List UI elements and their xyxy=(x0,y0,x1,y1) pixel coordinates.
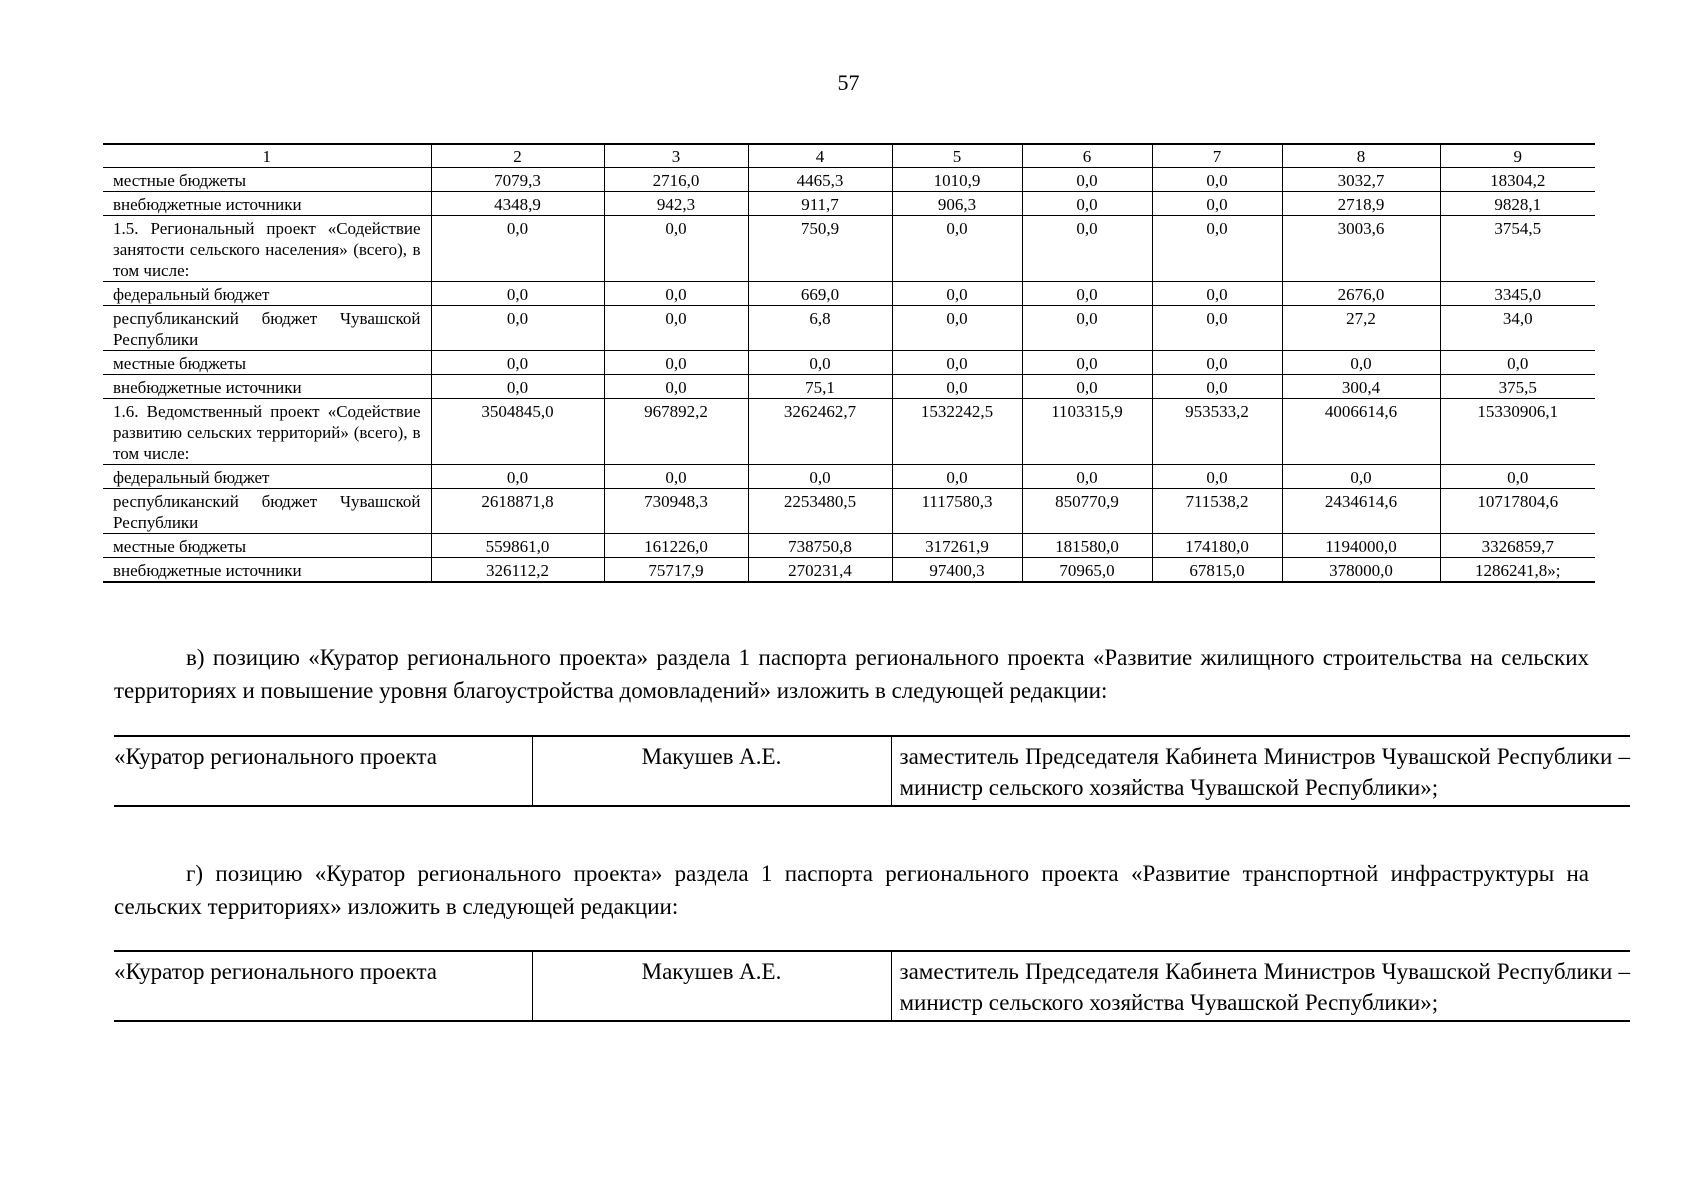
table-cell: 0,0 xyxy=(1440,351,1595,375)
table-cell: 0,0 xyxy=(604,351,748,375)
table-cell: 1286241,8»; xyxy=(1440,558,1595,583)
paragraph-v: в) позицию «Куратор регионального проекта» раздела 1 паспорта регионального проекта «Развитие жилищного строительства на сельских территориях и повышение уровня благоустройства домовладений» изложить в следующей редакции: xyxy=(114,645,1589,703)
table-cell: 378000,0 xyxy=(1282,558,1440,583)
table-cell: 0,0 xyxy=(892,351,1022,375)
row-label: местные бюджеты xyxy=(103,168,431,192)
table-row xyxy=(103,192,1595,216)
table-cell: 15330906,1 xyxy=(1440,399,1595,465)
table-cell: 0,0 xyxy=(892,465,1022,489)
table-cell: 0,0 xyxy=(431,351,604,375)
table-row xyxy=(103,534,1595,558)
table-row xyxy=(103,216,1595,282)
curator-row xyxy=(114,736,1630,806)
table-cell: 3262462,7 xyxy=(748,399,892,465)
table-cell: 4006614,6 xyxy=(1282,399,1440,465)
table-cell: 0,0 xyxy=(1022,351,1152,375)
table-row xyxy=(103,375,1595,399)
table-cell: 738750,8 xyxy=(748,534,892,558)
table-cell: 0,0 xyxy=(604,216,748,282)
row-label: федеральный бюджет xyxy=(103,465,431,489)
row-label: внебюджетные источники xyxy=(103,558,431,583)
row-label: республиканский бюджет Чувашской Республики xyxy=(103,489,431,534)
page-number: 57 xyxy=(837,70,860,95)
table-cell: 2618871,8 xyxy=(431,489,604,534)
table-cell: 850770,9 xyxy=(1022,489,1152,534)
table-cell: 0,0 xyxy=(604,465,748,489)
table-cell: 0,0 xyxy=(1022,282,1152,306)
table-cell: 67815,0 xyxy=(1152,558,1282,583)
table-cell: 0,0 xyxy=(1152,351,1282,375)
table-cell: 9828,1 xyxy=(1440,192,1595,216)
table-cell: 0,0 xyxy=(604,375,748,399)
table-cell: 70965,0 xyxy=(1022,558,1152,583)
table-cell: 0,0 xyxy=(1152,306,1282,351)
table-cell: 0,0 xyxy=(604,282,748,306)
table-cell: 300,4 xyxy=(1282,375,1440,399)
table-cell: 0,0 xyxy=(1152,192,1282,216)
table-cell: 3326859,7 xyxy=(1440,534,1595,558)
table-row xyxy=(103,465,1595,489)
table-cell: 0,0 xyxy=(892,216,1022,282)
table-cell: 1194000,0 xyxy=(1282,534,1440,558)
table-cell: 4465,3 xyxy=(748,168,892,192)
table-cell: 27,2 xyxy=(1282,306,1440,351)
table-cell: 750,9 xyxy=(748,216,892,282)
table-cell: 0,0 xyxy=(1022,465,1152,489)
row-label: внебюджетные источники xyxy=(103,375,431,399)
table-row xyxy=(103,282,1595,306)
curator-position: заместитель Председателя Кабинета Министров Чувашской Республики – министр сельского хозяйства Чувашской Республики»; xyxy=(891,736,1630,806)
table-cell: 2676,0 xyxy=(1282,282,1440,306)
table-cell: 0,0 xyxy=(431,465,604,489)
table-cell: 942,3 xyxy=(604,192,748,216)
table-row xyxy=(103,306,1595,351)
column-number: 2 xyxy=(431,144,604,168)
table-cell: 0,0 xyxy=(1152,168,1282,192)
table-cell: 10717804,6 xyxy=(1440,489,1595,534)
table-cell: 730948,3 xyxy=(604,489,748,534)
table-cell: 0,0 xyxy=(748,465,892,489)
curator-name: Макушев А.Е. xyxy=(532,951,891,1021)
table-cell: 0,0 xyxy=(1440,465,1595,489)
column-number: 1 xyxy=(103,144,431,168)
table-cell: 7079,3 xyxy=(431,168,604,192)
curator-table-g xyxy=(114,950,1630,1022)
curator-row xyxy=(114,951,1630,1021)
row-label: местные бюджеты xyxy=(103,534,431,558)
table-cell: 6,8 xyxy=(748,306,892,351)
table-cell: 2434614,6 xyxy=(1282,489,1440,534)
table-cell: 2718,9 xyxy=(1282,192,1440,216)
table-row xyxy=(103,168,1595,192)
column-number: 9 xyxy=(1440,144,1595,168)
table-cell: 906,3 xyxy=(892,192,1022,216)
table-row xyxy=(103,399,1595,465)
table-cell: 967892,2 xyxy=(604,399,748,465)
table-cell: 0,0 xyxy=(1022,168,1152,192)
table-cell: 375,5 xyxy=(1440,375,1595,399)
table-cell: 669,0 xyxy=(748,282,892,306)
table-cell: 0,0 xyxy=(1282,465,1440,489)
column-number: 4 xyxy=(748,144,892,168)
table-cell: 1103315,9 xyxy=(1022,399,1152,465)
table-cell: 0,0 xyxy=(1022,375,1152,399)
curator-role: «Куратор регионального проекта xyxy=(114,951,532,1021)
table-cell: 0,0 xyxy=(431,282,604,306)
table-cell: 161226,0 xyxy=(604,534,748,558)
table-cell: 326112,2 xyxy=(431,558,604,583)
paragraph-g: г) позицию «Куратор регионального проекта» раздела 1 паспорта регионального проекта «Развитие транспортной инфраструктуры на сельских территориях» изложить в следующей редакции: xyxy=(114,861,1589,919)
row-label: 1.6. Ведомственный проект «Содействие развитию сельских территорий» (всего), в том числе: xyxy=(103,399,431,465)
table-cell: 711538,2 xyxy=(1152,489,1282,534)
table-header-row xyxy=(103,144,1595,168)
table-row xyxy=(103,489,1595,534)
table-cell: 270231,4 xyxy=(748,558,892,583)
table-cell: 0,0 xyxy=(1152,282,1282,306)
table-cell: 181580,0 xyxy=(1022,534,1152,558)
curator-position: заместитель Председателя Кабинета Министров Чувашской Республики – министр сельского хозяйства Чувашской Республики»; xyxy=(891,951,1630,1021)
table-cell: 0,0 xyxy=(1152,375,1282,399)
row-label: республиканский бюджет Чувашской Республики xyxy=(103,306,431,351)
curator-name: Макушев А.Е. xyxy=(532,736,891,806)
table-cell: 0,0 xyxy=(1282,351,1440,375)
table-cell: 75,1 xyxy=(748,375,892,399)
table-cell: 4348,9 xyxy=(431,192,604,216)
table-cell: 2716,0 xyxy=(604,168,748,192)
table-cell: 97400,3 xyxy=(892,558,1022,583)
table-cell: 0,0 xyxy=(1152,465,1282,489)
table-cell: 0,0 xyxy=(892,375,1022,399)
table-cell: 0,0 xyxy=(1022,216,1152,282)
table-cell: 0,0 xyxy=(892,306,1022,351)
table-cell: 0,0 xyxy=(431,306,604,351)
table-cell: 559861,0 xyxy=(431,534,604,558)
table-cell: 0,0 xyxy=(431,375,604,399)
table-cell: 0,0 xyxy=(1152,216,1282,282)
curator-role: «Куратор регионального проекта xyxy=(114,736,532,806)
table-cell: 0,0 xyxy=(892,282,1022,306)
row-label: федеральный бюджет xyxy=(103,282,431,306)
table-cell: 174180,0 xyxy=(1152,534,1282,558)
table-row xyxy=(103,351,1595,375)
row-label: местные бюджеты xyxy=(103,351,431,375)
table-cell: 1117580,3 xyxy=(892,489,1022,534)
column-number: 3 xyxy=(604,144,748,168)
table-cell: 3032,7 xyxy=(1282,168,1440,192)
table-cell: 18304,2 xyxy=(1440,168,1595,192)
row-label: внебюджетные источники xyxy=(103,192,431,216)
table-cell: 75717,9 xyxy=(604,558,748,583)
budget-table xyxy=(103,143,1595,583)
curator-table-v xyxy=(114,735,1630,807)
table-cell: 0,0 xyxy=(748,351,892,375)
table-cell: 1532242,5 xyxy=(892,399,1022,465)
column-number: 6 xyxy=(1022,144,1152,168)
table-cell: 0,0 xyxy=(1022,306,1152,351)
table-cell: 3345,0 xyxy=(1440,282,1595,306)
row-label: 1.5. Региональный проект «Содействие занятости сельского населения» (всего), в том числе: xyxy=(103,216,431,282)
table-cell: 0,0 xyxy=(604,306,748,351)
table-cell: 34,0 xyxy=(1440,306,1595,351)
table-cell: 0,0 xyxy=(1022,192,1152,216)
table-cell: 2253480,5 xyxy=(748,489,892,534)
table-row xyxy=(103,558,1595,583)
table-cell: 953533,2 xyxy=(1152,399,1282,465)
column-number: 7 xyxy=(1152,144,1282,168)
table-cell: 3754,5 xyxy=(1440,216,1595,282)
table-cell: 911,7 xyxy=(748,192,892,216)
table-cell: 1010,9 xyxy=(892,168,1022,192)
table-cell: 0,0 xyxy=(431,216,604,282)
column-number: 5 xyxy=(892,144,1022,168)
table-cell: 3003,6 xyxy=(1282,216,1440,282)
column-number: 8 xyxy=(1282,144,1440,168)
table-cell: 3504845,0 xyxy=(431,399,604,465)
table-cell: 317261,9 xyxy=(892,534,1022,558)
